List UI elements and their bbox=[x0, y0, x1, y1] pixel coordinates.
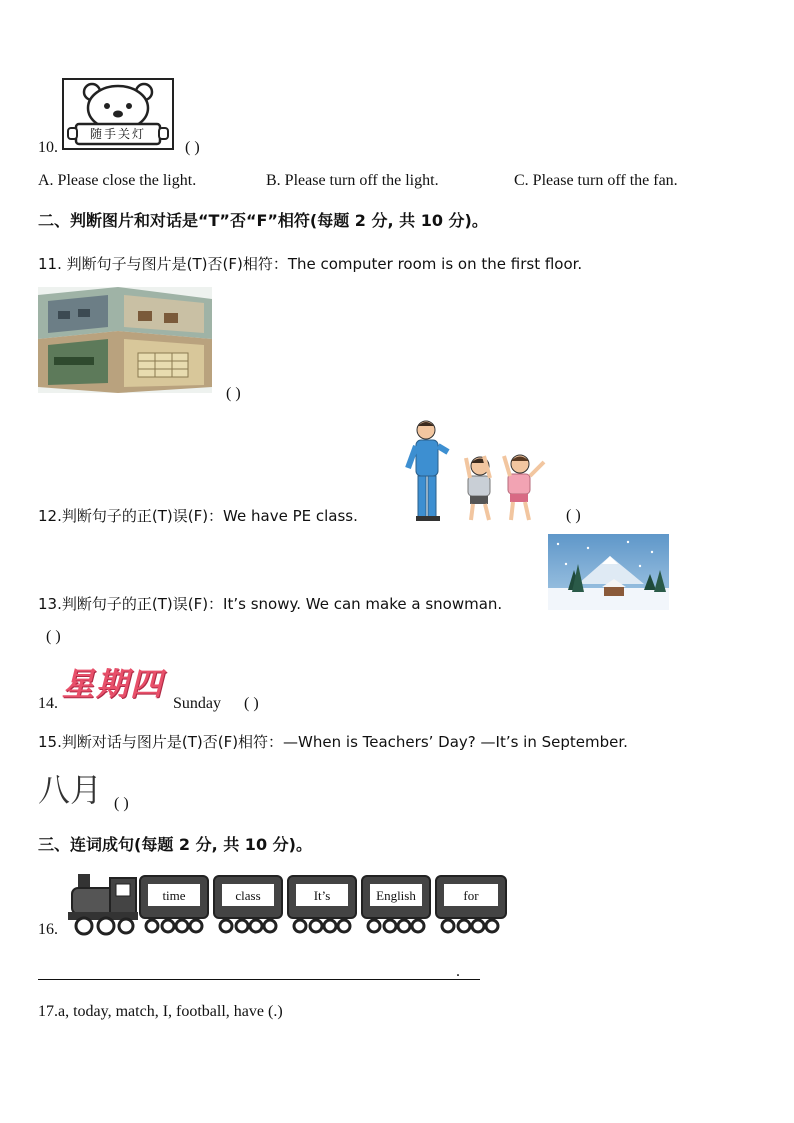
train-car-5[interactable] bbox=[436, 876, 506, 932]
august-picture-text: 八月 bbox=[38, 771, 103, 809]
train-car-1[interactable] bbox=[140, 876, 208, 932]
q16-answer-line[interactable] bbox=[38, 979, 480, 980]
section3-heading: 三、连词成句(每题 2 分, 共 10 分)。 bbox=[38, 835, 312, 854]
locomotive-icon bbox=[68, 874, 138, 934]
car-3-word: It’s bbox=[313, 888, 331, 903]
section2-heading: 二、判断图片和对话是“T”否“F”相符(每题 2 分, 共 10 分)。 bbox=[38, 211, 488, 230]
q16-period: . bbox=[456, 963, 460, 980]
school-building-image bbox=[38, 287, 212, 393]
q11-text: 11. 判断句子与图片是(T)否(F)相符：The computer room is on the first floor. bbox=[38, 255, 583, 273]
q10-option-c[interactable]: C. Please turn off the fan. bbox=[514, 172, 678, 189]
car-4-word: English bbox=[376, 888, 416, 903]
q10-answer-paren[interactable]: ( ) bbox=[185, 139, 200, 156]
train-car-2[interactable] bbox=[214, 876, 282, 932]
q17-text: 17.a, today, match, I, football, have (.) bbox=[38, 1003, 283, 1020]
q11-paren[interactable]: ( ) bbox=[226, 385, 241, 402]
q10-option-b[interactable]: B. Please turn off the light. bbox=[266, 172, 439, 189]
car-1-word: time bbox=[162, 888, 186, 903]
sign-text: 随手关灯 bbox=[89, 127, 146, 141]
q10-option-a[interactable]: A. Please close the light. bbox=[38, 172, 197, 189]
pe-class-image bbox=[404, 418, 554, 524]
q15-text: 15.判断对话与图片是(T)否(F)相符：—When is Teachers’ Day? —It’s in September. bbox=[38, 733, 628, 751]
q16-number: 16. bbox=[38, 921, 58, 938]
turn-off-light-sign-image bbox=[62, 78, 174, 150]
thursday-picture-text: 星期四 bbox=[62, 665, 165, 703]
q14-number: 14. bbox=[38, 695, 58, 712]
isometric-school-illustration bbox=[38, 287, 212, 393]
train-car-3[interactable] bbox=[288, 876, 356, 932]
q13-text: 13.判断句子的正(T)误(F)：It’s snowy. We can make a snowman. bbox=[38, 595, 503, 613]
snowy-landscape-illustration bbox=[548, 534, 669, 610]
pe-teacher-and-kids-illustration bbox=[404, 418, 554, 524]
train-car-4[interactable] bbox=[362, 876, 430, 932]
word-train bbox=[66, 872, 510, 938]
car-2-word: class bbox=[235, 888, 261, 903]
q13-paren[interactable]: ( ) bbox=[46, 628, 61, 645]
snowy-scene-image bbox=[548, 534, 669, 610]
q14-paren[interactable]: ( ) bbox=[244, 695, 259, 712]
q12-text: 12.判断句子的正(T)误(F)：We have PE class. bbox=[38, 507, 358, 525]
q12-paren[interactable]: ( ) bbox=[566, 507, 581, 524]
car-5-word: for bbox=[463, 888, 479, 903]
q14-word: Sunday bbox=[173, 695, 221, 712]
q10-number: 10. bbox=[38, 139, 58, 156]
q15-paren[interactable]: ( ) bbox=[114, 795, 129, 812]
